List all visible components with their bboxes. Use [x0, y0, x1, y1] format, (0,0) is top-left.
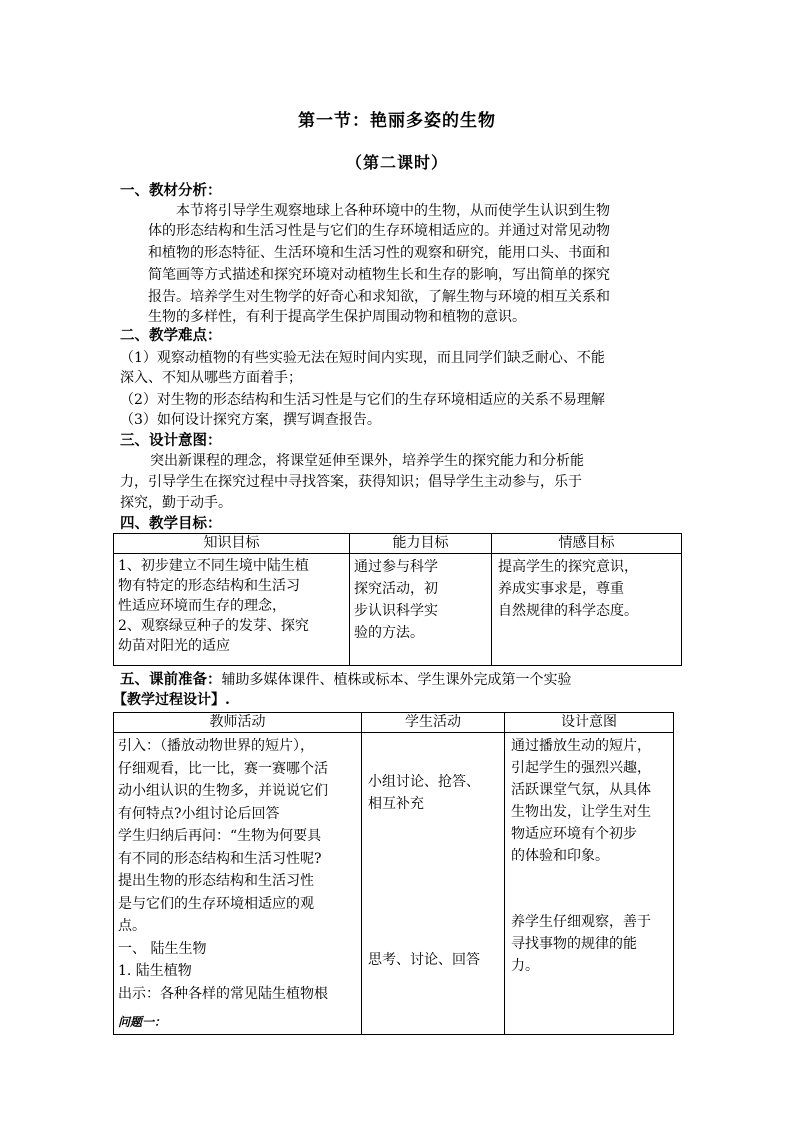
process-design-label: 【教学过程设计】.: [113, 692, 230, 708]
cell-line: 力。: [511, 958, 539, 974]
paragraph-line: 力，引导学生在探究过程中寻找答案，获得知识；倡导学生主动参与，乐于: [120, 474, 582, 490]
cell-line: 物有特定的形态结构和生活习: [118, 578, 300, 594]
section-heading-objectives: 四、教学目标：: [120, 515, 222, 532]
cell-line: 动小组认识的生物多，并说说它们: [118, 783, 328, 799]
header-teacher-activity: 教师活动: [114, 713, 362, 733]
cell-line: 探究活动，初: [354, 581, 438, 597]
page-subtitle: （第二课时）: [345, 153, 448, 172]
cell-line: 提高学生的探究意识，: [498, 559, 638, 575]
cell-line: 有何特点?小组讨论后回答: [118, 805, 280, 822]
emotion-cell: [492, 554, 682, 666]
cell-line: 是与它们的生存环境相适应的观: [118, 895, 314, 912]
objectives-table: [113, 533, 682, 666]
cell-line: 仔细观看，比一比，赛一赛哪个活: [118, 760, 328, 777]
cell-line: 生物出发，让学生对生: [511, 804, 651, 820]
section-heading-difficulties: 二、教学难点：: [120, 327, 222, 344]
cell-line: 提出生物的形态结构和生活习性: [118, 873, 314, 889]
cell-line: 2、观察绿豆种子的发芽、探究: [118, 618, 309, 634]
cell-line: 1、初步建立不同生境中陆生植: [118, 558, 309, 574]
paragraph-line: 报告。培养学生对生物学的好奇心和求知欲，了解生物与环境的相互关系和: [148, 289, 610, 305]
cell-line: 步认识科学实: [354, 603, 438, 619]
paragraph-line: 探究，勤于动手。: [120, 495, 232, 511]
section-heading-preparation: 五、课前准备：: [120, 671, 222, 688]
ability-cell: [350, 554, 492, 666]
cell-line: 点。: [118, 918, 146, 934]
paragraph-line: 突出新课程的理念，将课堂延伸至课外，培养学生的探究能力和分析能: [150, 453, 584, 469]
process-table: [113, 712, 674, 1035]
header-design-intent: 设计意图: [505, 713, 674, 733]
cell-line: 1. 陆生植物: [118, 963, 192, 979]
cell-line: 通过参与科学: [354, 559, 438, 575]
cell-line: 活跃课堂气氛，从具体: [511, 782, 651, 798]
cell-line: 引入：（播放动物世界的短片），: [118, 738, 314, 754]
section-prep-line: [120, 670, 572, 690]
cell-line: 小组讨论、抢答、: [368, 774, 480, 790]
section-heading-materials: 一、教材分析：: [120, 182, 222, 199]
header-ability: 能力目标: [350, 534, 492, 554]
teacher-activity-cell: [114, 733, 362, 1035]
cell-line: 通过播放生动的短片，: [511, 738, 651, 754]
design-intent-cell: [505, 733, 674, 1035]
header-emotion: 情感目标: [492, 534, 682, 554]
cell-line: 性适应环境而生存的理念，: [118, 598, 286, 614]
paragraph-line: 体的形态结构和生活习性是与它们的生存环境相适应的。并通过对常见动物: [148, 223, 610, 239]
paragraph-line: 生物的多样性，有利于提高学生保护周围动物和植物的意识。: [148, 309, 526, 325]
cell-line: 出示：各种各样的常见陆生植物根: [118, 985, 328, 1002]
cell-line: 验的方法。: [354, 625, 424, 641]
section-heading-design-intent: 三、设计意图：: [120, 432, 222, 449]
cell-line: 相互补充: [368, 796, 424, 812]
cell-line: 幼苗对阳光的适应: [118, 638, 230, 654]
paragraph-line: 和植物的形态特征、生活环境和生活习性的观察和研究，能用口头、书面和: [148, 245, 610, 261]
knowledge-cell: [114, 554, 350, 666]
page-title: 第一节：艳丽多姿的生物: [298, 111, 496, 131]
header-knowledge: 知识目标: [114, 534, 350, 554]
cell-line: 物适应环境有个初步: [511, 826, 637, 842]
paragraph-line: 简笔画等方式描述和探究环境对动植物生长和生存的影响，写出简单的探究: [148, 267, 610, 283]
cell-line: 一、 陆生生物: [118, 940, 207, 957]
cell-line: 引起学生的强烈兴趣，: [511, 760, 651, 776]
preparation-text: 辅助多媒体课件、植株或标本、学生课外完成第一个实验: [221, 672, 572, 688]
question-one-note: 问题一：: [118, 1015, 167, 1029]
paragraph-line: 深入、不知从哪些方面着手；: [120, 370, 302, 386]
paragraph-line: 本节将引导学生观察地球上各种环境中的生物，从而使学生认识到生物: [176, 203, 610, 219]
cell-line: 学生归纳后再问：“生物为何要具: [118, 828, 322, 844]
paragraph-line: （2）对生物的形态结构和生活习性是与它们的生存环境相适应的关系不易理解: [120, 392, 605, 408]
paragraph-line: （3）如何设计探究方案，撰写调查报告。: [120, 412, 381, 428]
cell-line: 有不同的形态结构和生活习性呢?: [118, 850, 322, 867]
cell-line: 养学生仔细观察，善于: [511, 914, 651, 930]
cell-line: 的体验和印象。: [511, 848, 609, 864]
paragraph-line: （1）观察动植物的有些实验无法在短时间内实现，而且同学们缺乏耐心、不能: [120, 350, 605, 366]
header-student-activity: 学生活动: [362, 713, 505, 733]
cell-line: 寻找事物的规律的能: [511, 936, 637, 952]
cell-line: 自然规律的科学态度。: [498, 603, 638, 619]
student-activity-cell: [362, 733, 505, 1035]
cell-line: 思考、讨论、回答: [368, 952, 480, 968]
cell-line: 养成实事求是，尊重: [498, 581, 624, 597]
